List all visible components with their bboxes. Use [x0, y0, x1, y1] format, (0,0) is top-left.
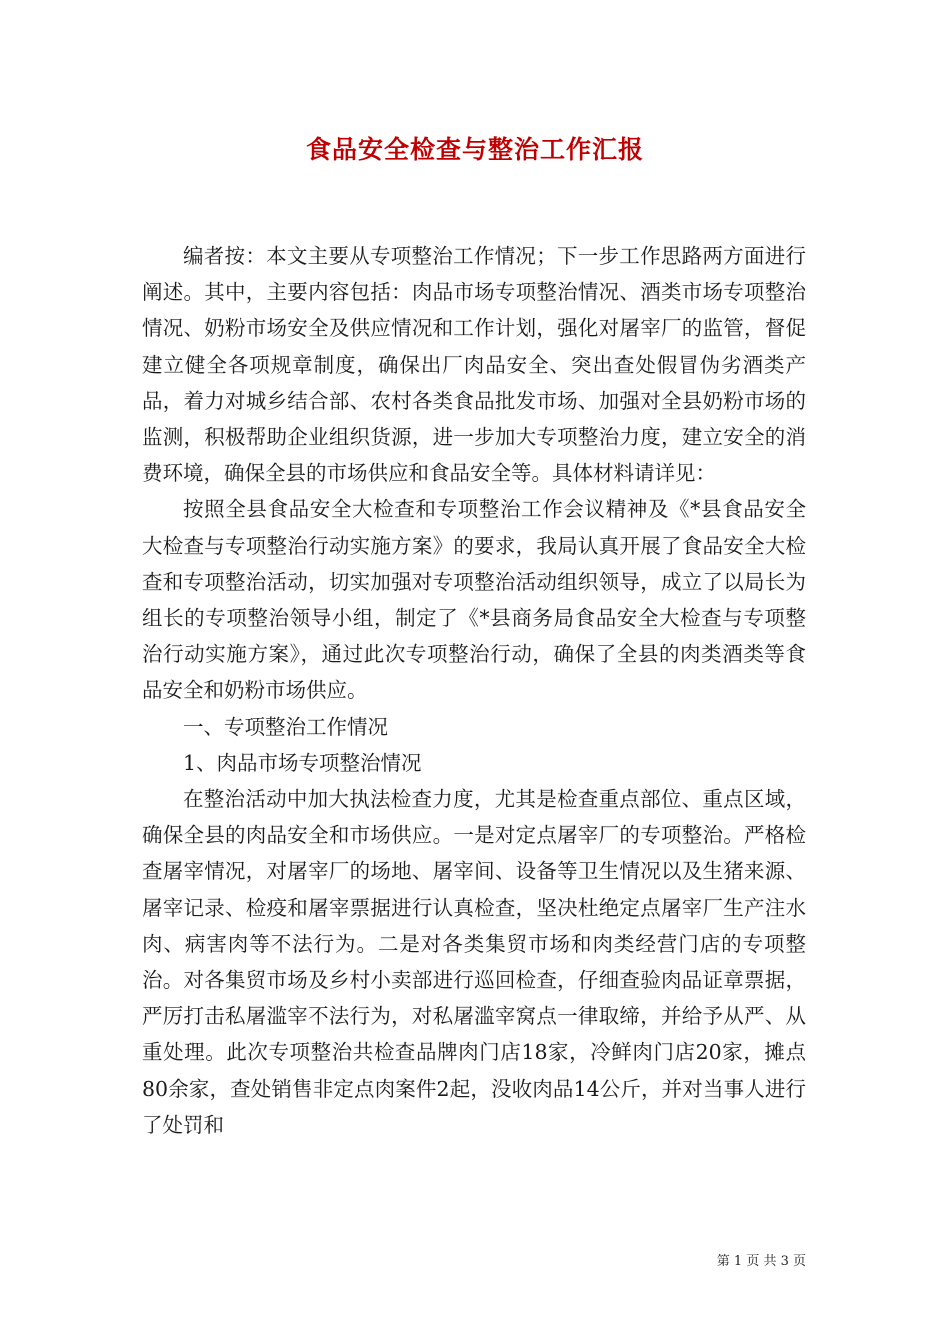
document-title: 食品安全检查与整治工作汇报 [305, 135, 644, 164]
subsection-heading: 1、肉品市场专项整治情况 [183, 750, 422, 775]
document-body [142, 238, 806, 1143]
section-heading: 一、专项整治工作情况 [183, 714, 388, 739]
intro-paragraph: 按照全县食品安全大检查和专项整治工作会议精神及《*县食品安全大检查与专项整治行动实施方案》的要求，我局认真开展了食品安全大检查和专项整治活动，切实加强对专项整治活动组织领导，成立了以局长为组长的专项整治领导小组，制定了《*县商务局食品安全大检查与专项整治行动实施方案》，通过此次专项整治行动，确保了全县的肉类酒类等食品安全和奶粉市场供应。 [142, 497, 806, 703]
editor-note-paragraph: 编者按：本文主要从专项整治工作情况；下一步工作思路两方面进行阐述。其中，主要内容包括：肉品市场专项整治情况、酒类市场专项整治情况、奶粉市场安全及供应情况和工作计划，强化对屠宰厂的监管，督促建立健全各项规章制度，确保出厂肉品安全、突出查处假冒伪劣酒类产品，着力对城乡结合部、农村各类食品批发市场、加强对全县奶粉市场的监测，积极帮助企业组织货源，进一步加大专项整治力度，建立安全的消费环境，确保全县的市场供应和食品安全等。具体材料请详见： [142, 244, 806, 486]
meat-market-paragraph: 在整治活动中加大执法检查力度，尤其是检查重点部位、重点区域，确保全县的肉品安全和市场供应。一是对定点屠宰厂的专项整治。严格检查屠宰情况，对屠宰厂的场地、屠宰间、设备等卫生情况以及生猪来源、屠宰记录、检疫和屠宰票据进行认真检查，坚决杜绝定点屠宰厂生产注水肉、病害肉等不法行为。二是对各类集贸市场和肉类经营门店的专项整治。对各集贸市场及乡村小卖部进行巡回检查，仔细查验肉品证章票据，严厉打击私屠滥宰不法行为，对私屠滥宰窝点一律取缔，并给予从严、从重处理。此次专项整治共检查品牌肉门店18家，冷鲜肉门店20家，摊点80余家，查处销售非定点肉案件2起，没收肉品14公斤，并对当事人进行了处罚和 [142, 787, 806, 1137]
page-number-footer: 第 1 页 共 3 页 [716, 1254, 806, 1269]
